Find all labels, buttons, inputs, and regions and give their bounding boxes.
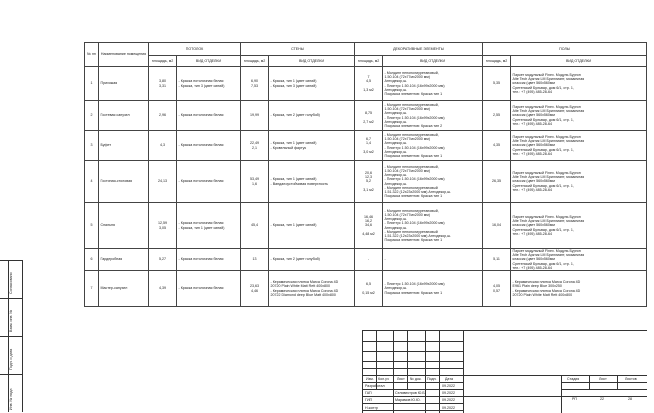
ceiling-area-line: 12,59: [158, 221, 167, 226]
decor-area-line: 34,6: [365, 223, 373, 228]
decor-area: [355, 131, 383, 161]
ceiling-finish-line: - Краска потолочная белая: [178, 286, 224, 291]
floor-finish: [511, 203, 647, 249]
wall-finish: [269, 203, 355, 249]
decor-area-line: 0,15 м2: [362, 290, 375, 295]
decor-area: [355, 271, 383, 307]
tb-head-date: Дата: [445, 377, 453, 381]
decor-finish-line: Антидекор,ш.: [384, 181, 408, 186]
floor-finish-line: Паркет модульный Finex. Модуль Бургон: [512, 104, 581, 109]
decor-area-line: 1,4: [366, 141, 372, 146]
decor-area-line: 6,7: [366, 137, 372, 142]
decor-area-line: 8,75: [365, 111, 373, 116]
ceiling-area-line: 4,3: [160, 143, 165, 148]
wall-area-line: 13: [252, 257, 257, 262]
wall-area-line: 6,90: [251, 79, 259, 84]
wall-finish: [269, 161, 355, 203]
ceiling-finish-line: - Краска потолочная белая: [178, 113, 224, 118]
ceiling-finish-line: - Краска потолочная белая: [178, 257, 224, 262]
decor-area: [355, 101, 383, 131]
decor-area-line: 12,3: [365, 175, 373, 180]
decor-finish: [383, 161, 483, 203]
wall-finish-line: - Краска, тип 1 (цвет синий): [270, 141, 317, 146]
decor-area-line: 4,48 м2: [362, 231, 375, 236]
tb-date-control: 09.2022: [442, 406, 455, 410]
table-row: [85, 101, 647, 131]
wall-finish-line: - Керамическая плитка Marca Corona 4D: [270, 288, 339, 293]
decor-area-line: 5,2: [366, 179, 372, 184]
wall-finish: [269, 67, 355, 101]
floor-finish-line: Alte Tech Арктик LM Бриллиант, мозаичная: [512, 253, 585, 258]
decor-finish-line: Покраска элементов: Краска тип 1: [384, 238, 443, 243]
floor-finish-line: Паркет модульный Finex. Модуль Бургон: [512, 214, 581, 219]
floor-finish-line: Сретенский Бульвар, дом 6/1, стр. 1,: [512, 117, 574, 122]
decor-finish-line: Покраска элементов: Краска тип 1: [384, 290, 443, 295]
decor-finish-line: - Молдинг пенополиуретановый,: [384, 164, 439, 169]
wall-finish-line: - Краска, тип 1 (цвет синий): [270, 223, 317, 228]
wall-finish: [269, 131, 355, 161]
header-area: площадь, м2: [241, 56, 269, 67]
finishing-table: [84, 42, 647, 307]
tb-sheet: 22: [600, 397, 604, 401]
ceiling-finish-line: - Краска потолочная белая: [178, 79, 224, 84]
decor-finish: [383, 203, 483, 249]
side-label-sign-date: Подп. и дата: [9, 348, 13, 370]
tb-role-control: Н.контр: [365, 406, 378, 410]
floor-finish-line: тел.: +7 (495) 485-28-64: [512, 151, 552, 156]
floor-finish-line: классик (цвет 560х560мм: [512, 113, 555, 118]
wall-area: [241, 203, 269, 249]
decor-finish-line: Антидекор,ш.: [384, 149, 408, 154]
decor-finish: [383, 271, 483, 307]
floor-finish-line: Alte Tech Арктик LM Бриллиант, мозаичная: [512, 219, 585, 224]
floor-finish-line: Паркет модульный Finex. Модуль Бургон: [512, 170, 581, 175]
decor-finish-line: 1.51.322 (12х23х2000 мм) Антидекор,ш.: [384, 189, 452, 194]
decor-area: [355, 161, 383, 203]
wall-area-line: 22,49: [250, 141, 260, 146]
floor-finish-line: тел.: +7 (495) 485-28-64: [512, 265, 552, 270]
header-area: площадь, м2: [483, 56, 511, 67]
floor-finish-line: тел.: +7 (495) 485-28-64: [512, 89, 552, 94]
decor-area-line: 1,3 м2: [363, 87, 374, 92]
wall-area-line: 23,63: [250, 284, 260, 289]
floor-area-line: 4,35: [493, 143, 501, 148]
ceiling-area-line: 3,31: [159, 83, 166, 88]
header-walls: СТЕНЫ: [241, 43, 355, 56]
header-finish: ВИД ОТДЕЛКИ: [511, 56, 647, 67]
floor-finish-line: Сретенский Бульвар, дом 6/1, стр. 1,: [512, 85, 574, 90]
row-number: 7: [85, 271, 99, 307]
decor-finish-line: Антидекор,ш.: [384, 286, 408, 291]
row-number: 2: [85, 101, 99, 131]
ceiling-area: [149, 203, 177, 249]
decor-area-line: 3,1 м2: [363, 187, 374, 192]
floor-finish-line: классик (цвет 560х560мм: [512, 179, 555, 184]
floor-finish: [511, 249, 647, 271]
room-name: Мастер-санузел: [99, 271, 149, 307]
ceiling-area-line: 24,13: [158, 179, 167, 184]
floor-finish: [511, 101, 647, 131]
wall-area-line: 53,49: [250, 177, 260, 182]
decor-finish-line: - Плинтус 1.50.104 (16х99х2000 мм): [384, 221, 445, 226]
wall-area: [241, 249, 269, 271]
floor-area-line: 2,55: [493, 113, 501, 118]
ceiling-finish: [177, 161, 241, 203]
tb-head-change: Изм.: [366, 377, 374, 381]
ceiling-area-line: 5,27: [159, 257, 166, 262]
ceiling-area: [149, 161, 177, 203]
floor-finish: [511, 161, 647, 203]
decor-area-line: 3,0 м2: [363, 149, 374, 154]
side-stamp: [0, 260, 23, 412]
floor-area-line: 5,11: [493, 257, 500, 262]
ceiling-finish: [177, 67, 241, 101]
floor-finish-line: Alte Tech Арктик LM Бриллиант, мозаичная: [512, 77, 585, 82]
decor-area: [355, 249, 383, 271]
tb-role-developer: Разработал: [365, 384, 385, 388]
floor-area: [483, 131, 511, 161]
decor-finish-line: Антидекор,ш.: [384, 225, 408, 230]
decor-finish-line: -: [384, 257, 386, 262]
table-row: [85, 131, 647, 161]
decor-area-line: 2,7 м2: [363, 119, 374, 124]
floor-finish-line: Сретенский Бульвар, дом 6/1, стр. 1,: [512, 261, 574, 266]
decor-finish-line: Антидекор,ш.: [384, 79, 408, 84]
wall-area: [241, 101, 269, 131]
tb-stage: РП: [572, 397, 577, 401]
floor-finish-line: тел.: +7 (495) 485-28-64: [512, 121, 552, 126]
ceiling-finish-line: - Краска потолочная белая: [178, 221, 224, 226]
decor-area-line: -: [367, 257, 370, 262]
floor-finish: [511, 131, 647, 161]
ceiling-area-line: 3,80: [159, 79, 166, 84]
table-row: [85, 203, 647, 249]
ceiling-area: [149, 67, 177, 101]
wall-finish: [269, 101, 355, 131]
decor-finish: [383, 249, 483, 271]
decor-finish-line: 1.50.104 (72х77мх2000 мм): [384, 75, 430, 80]
row-number: 4: [85, 161, 99, 203]
wall-area: [241, 131, 269, 161]
wall-finish-line: - Керамическая плитка Marca Corona 4D: [270, 280, 339, 285]
ceiling-finish: [177, 249, 241, 271]
room-name: Буфет: [99, 131, 149, 161]
floor-finish-line: Alte Tech Арктик LM Бриллиант, мозаичная: [512, 109, 585, 114]
header-area: площадь, м2: [149, 56, 177, 67]
ceiling-area: [149, 271, 177, 307]
decor-finish-line: - Молдинг пенополиуретановый: [384, 229, 438, 234]
floor-finish-line: - Керамическая плитка Marca Corona 4D: [512, 288, 581, 293]
floor-area: [483, 271, 511, 307]
floor-finish: [511, 271, 647, 307]
room-name: Прихожая: [99, 67, 149, 101]
header-finish: ВИД ОТДЕЛКИ: [177, 56, 241, 67]
wall-finish-line: - Краска, тип 2 (цвет голубой): [270, 257, 320, 262]
decor-finish-line: Антидекор,ш.: [384, 217, 408, 222]
floor-finish-line: Alte Tech Арктик LM Бриллиант, мозаичная: [512, 175, 585, 180]
decor-area-line: 20,6: [365, 170, 373, 175]
floor-area: [483, 101, 511, 131]
tb-role-gip: ГИП: [365, 398, 373, 402]
decor-finish-line: 1.51.322 (12х23х2000 мм) Антидекор,ш.: [384, 233, 452, 238]
floor-finish-line: Alte Tech Арктик LM Бриллиант, мозаичная: [512, 139, 585, 144]
ceiling-area-line: 4,39: [159, 286, 166, 291]
decor-finish-line: - Плинтус 1.50.104 (16х99х2000 мм): [384, 145, 445, 150]
decor-finish-line: - Молдинг пенополиуретановый,: [384, 132, 439, 137]
tb-sheet-label: Лист: [599, 377, 607, 381]
decor-finish-line: Антидекор,ш.: [384, 173, 408, 178]
decor-finish: [383, 131, 483, 161]
decor-finish-line: Антидекор,ш.: [384, 111, 408, 116]
wall-finish-line: - Вандалоустойчивая поверхность: [270, 181, 329, 186]
header-area: площадь, м2: [355, 56, 383, 67]
wall-area: [241, 271, 269, 307]
wall-area: [241, 161, 269, 203]
floor-finish-line: классик (цвет 560х560мм: [512, 143, 555, 148]
title-block: [362, 330, 647, 413]
floor-finish-line: Сретенский Бульвар, дом 6/1, стр. 1,: [512, 183, 574, 188]
ceiling-area: [149, 131, 177, 161]
row-number: 5: [85, 203, 99, 249]
decor-area-line: 16,2: [365, 219, 373, 224]
decor-finish-line: 1.50.104 (72х77мх2000 мм): [384, 168, 430, 173]
floor-area-line: 16,04: [492, 223, 502, 228]
table-row: [85, 67, 647, 101]
wall-area-line: 1,6: [252, 181, 258, 186]
decor-finish-line: - Плинтус 1.50.104 (16х99х2000 мм): [384, 282, 445, 287]
header-room-name: Наименование помещения: [99, 43, 149, 67]
floor-area-line: 0,57: [493, 288, 501, 293]
tb-name-gip: Марамов Ю.Ю.: [395, 398, 421, 402]
decor-finish-line: - Плинтус 1.50.104 (16х99х2000 мм): [384, 83, 445, 88]
floor-finish-line: Паркет модульный Finex. Модуль Бургон: [512, 72, 581, 77]
header-num: № пп: [85, 43, 99, 67]
table-row: [85, 249, 647, 271]
row-number: 6: [85, 249, 99, 271]
side-label-agreed: Согласовано: [9, 272, 13, 294]
wall-area-line: 4,46: [251, 288, 259, 293]
room-name: Гостевая санузел: [99, 101, 149, 131]
table-row: [85, 161, 647, 203]
floor-area: [483, 67, 511, 101]
floor-area: [483, 249, 511, 271]
ceiling-area-line: 2,96: [159, 113, 166, 118]
tb-date-gap: 09.2022: [442, 391, 455, 395]
ceiling-finish-line: - Краска, тип 3 (цвет синий): [178, 83, 225, 88]
header-ceiling: ПОТОЛОК: [149, 43, 241, 56]
tb-stage-label: Стадия: [567, 377, 580, 381]
floor-area: [483, 161, 511, 203]
floor-area-line: 4,05: [493, 284, 501, 289]
wall-area-line: 7,53: [251, 83, 259, 88]
floor-finish-line: 20720 Plain White Matt Rett 400х800: [512, 292, 573, 297]
floor-finish-line: Сретенский Бульвар, дом 6/1, стр. 1,: [512, 227, 574, 232]
decor-finish-line: - Молдинг пенополиуретановый,: [384, 102, 439, 107]
decor-finish-line: Антидекор,ш.: [384, 141, 408, 146]
decor-area-line: 7: [367, 75, 370, 80]
floor-finish-line: классик (цвет 560х560мм: [512, 81, 555, 86]
header-floors: ПОЛЫ: [483, 43, 647, 56]
header-finish: ВИД ОТДЕЛКИ: [269, 56, 355, 67]
wall-finish-line: - Краска, тип 2 (цвет голубой): [270, 113, 320, 118]
ceiling-finish: [177, 271, 241, 307]
floor-area: [483, 203, 511, 249]
ceiling-finish-line: - Краска, тип 1 (цвет синий): [178, 225, 225, 230]
decor-finish-line: Покраска элементов: Краска тип 1: [384, 153, 443, 158]
decor-finish-line: 1.50.104 (72х77мх2000 мм): [384, 212, 430, 217]
ceiling-finish: [177, 101, 241, 131]
table-row: [85, 271, 647, 307]
wall-area-line: 19,99: [250, 113, 260, 118]
ceiling-area: [149, 249, 177, 271]
floor-area-line: 5,35: [493, 81, 501, 86]
row-number: 3: [85, 131, 99, 161]
room-name: Гардеробная: [99, 249, 149, 271]
wall-finish-line: - Краска, тип 1 (цвет синий): [270, 177, 317, 182]
floor-finish-line: E961 Plain deep Blue 300х250: [512, 284, 562, 289]
decor-finish-line: Покраска элементов: Краска тип 2: [384, 123, 443, 128]
decor-area-line: 4,5: [366, 79, 372, 84]
decor-finish-line: 1.50.104 (72х77мх2000 мм): [384, 107, 430, 112]
floor-finish-line: классик (цвет 560х560мм: [512, 257, 555, 262]
floor-finish-line: тел.: +7 (495) 485-28-64: [512, 231, 552, 236]
header-decor: ДЕКОРАТИВНЫЕ ЭЛЕМЕНТЫ: [355, 43, 483, 56]
wall-finish-line: - Краска, тип 1 (цвет синий): [270, 79, 317, 84]
decor-finish-line: - Молдинг пенополиуретановый,: [384, 208, 439, 213]
wall-finish: [269, 271, 355, 307]
tb-date-developer: 09.2022: [442, 384, 455, 388]
tb-head-sign: Подп.: [427, 377, 437, 381]
wall-area: [241, 67, 269, 101]
ceiling-finish: [177, 203, 241, 249]
wall-finish-line: - Краска, тип 3 (цвет синий): [270, 83, 317, 88]
tb-role-gap: ГАП: [365, 391, 372, 395]
floor-area-line: 26,35: [492, 179, 502, 184]
decor-finish-line: Антидекор,ш.: [384, 119, 408, 124]
tb-head-doc: № док.: [410, 377, 422, 381]
tb-sheets-label: Листов: [625, 377, 637, 381]
tb-date-gip: 09.2022: [442, 398, 455, 402]
decor-finish-line: Покраска элементов: Краска тип 1: [384, 91, 443, 96]
decor-finish-line: Антидекор,ш.: [384, 87, 408, 92]
decor-finish-line: Покраска элементов: Краска тип 1: [384, 194, 443, 199]
floor-finish-line: - Керамическая плитка Marca Corona 4D: [512, 280, 581, 285]
ceiling-finish-line: - Краска потолочная белая: [178, 179, 224, 184]
wall-finish-line: 20722 Diamond deep Blue Matt 400х800: [270, 292, 336, 297]
floor-finish-line: Паркет модульный Finex. Модуль Бургон: [512, 134, 581, 139]
ceiling-finish-line: - Краска потолочная белая: [178, 143, 224, 148]
row-number: 1: [85, 67, 99, 101]
wall-area-line: 2,1: [252, 145, 258, 150]
side-label-inventory: Инв. № подл.: [9, 387, 13, 410]
decor-finish-line: - Молдинг пенополиуретановый: [384, 185, 438, 190]
side-label-replace: Взам. инв. №: [9, 309, 13, 332]
floor-finish-line: Паркет модульный Finex. Модуль Бургон: [512, 249, 581, 253]
tb-head-sheet: Лист: [397, 377, 405, 381]
room-name: Гостиная-столовая: [99, 161, 149, 203]
ceiling-finish: [177, 131, 241, 161]
ceiling-area-line: 3,05: [159, 225, 166, 230]
wall-finish-line: - Кровельный фартук: [270, 145, 307, 150]
wall-area-line: 45,4: [251, 223, 259, 228]
wall-finish-line: 20720 Plain White Matt Rett 400х800: [270, 284, 331, 289]
decor-finish: [383, 67, 483, 101]
decor-finish: [383, 101, 483, 131]
tb-sheets: 28: [628, 397, 632, 401]
header-finish: ВИД ОТДЕЛКИ: [383, 56, 483, 67]
floor-finish-line: классик (цвет 560х560мм: [512, 223, 555, 228]
decor-area-line: 16,46: [364, 214, 374, 219]
room-name: Спальня: [99, 203, 149, 249]
tb-name-gap: Селивестров Ю.Б.: [395, 391, 426, 395]
decor-area-line: 6,5: [366, 282, 372, 287]
decor-finish-line: - Молдинг пенополиуретановый,: [384, 70, 439, 75]
decor-finish-line: - Плинтус 1.50.104 (16х99х2000 мм): [384, 115, 445, 120]
decor-area: [355, 203, 383, 249]
decor-area: [355, 67, 383, 101]
floor-finish-line: тел.: +7 (495) 485-28-64: [512, 187, 552, 192]
tb-head-count: Кол.уч: [378, 377, 389, 381]
wall-finish: [269, 249, 355, 271]
floor-finish-line: Сретенский Бульвар, дом 6/1, стр. 1,: [512, 147, 574, 152]
decor-finish-line: - Плинтус 1.50.104 (16х99х2000 мм): [384, 177, 445, 182]
ceiling-area: [149, 101, 177, 131]
decor-finish-line: 1.50.104 (72х77мх2000 мм): [384, 137, 430, 142]
floor-finish: [511, 67, 647, 101]
